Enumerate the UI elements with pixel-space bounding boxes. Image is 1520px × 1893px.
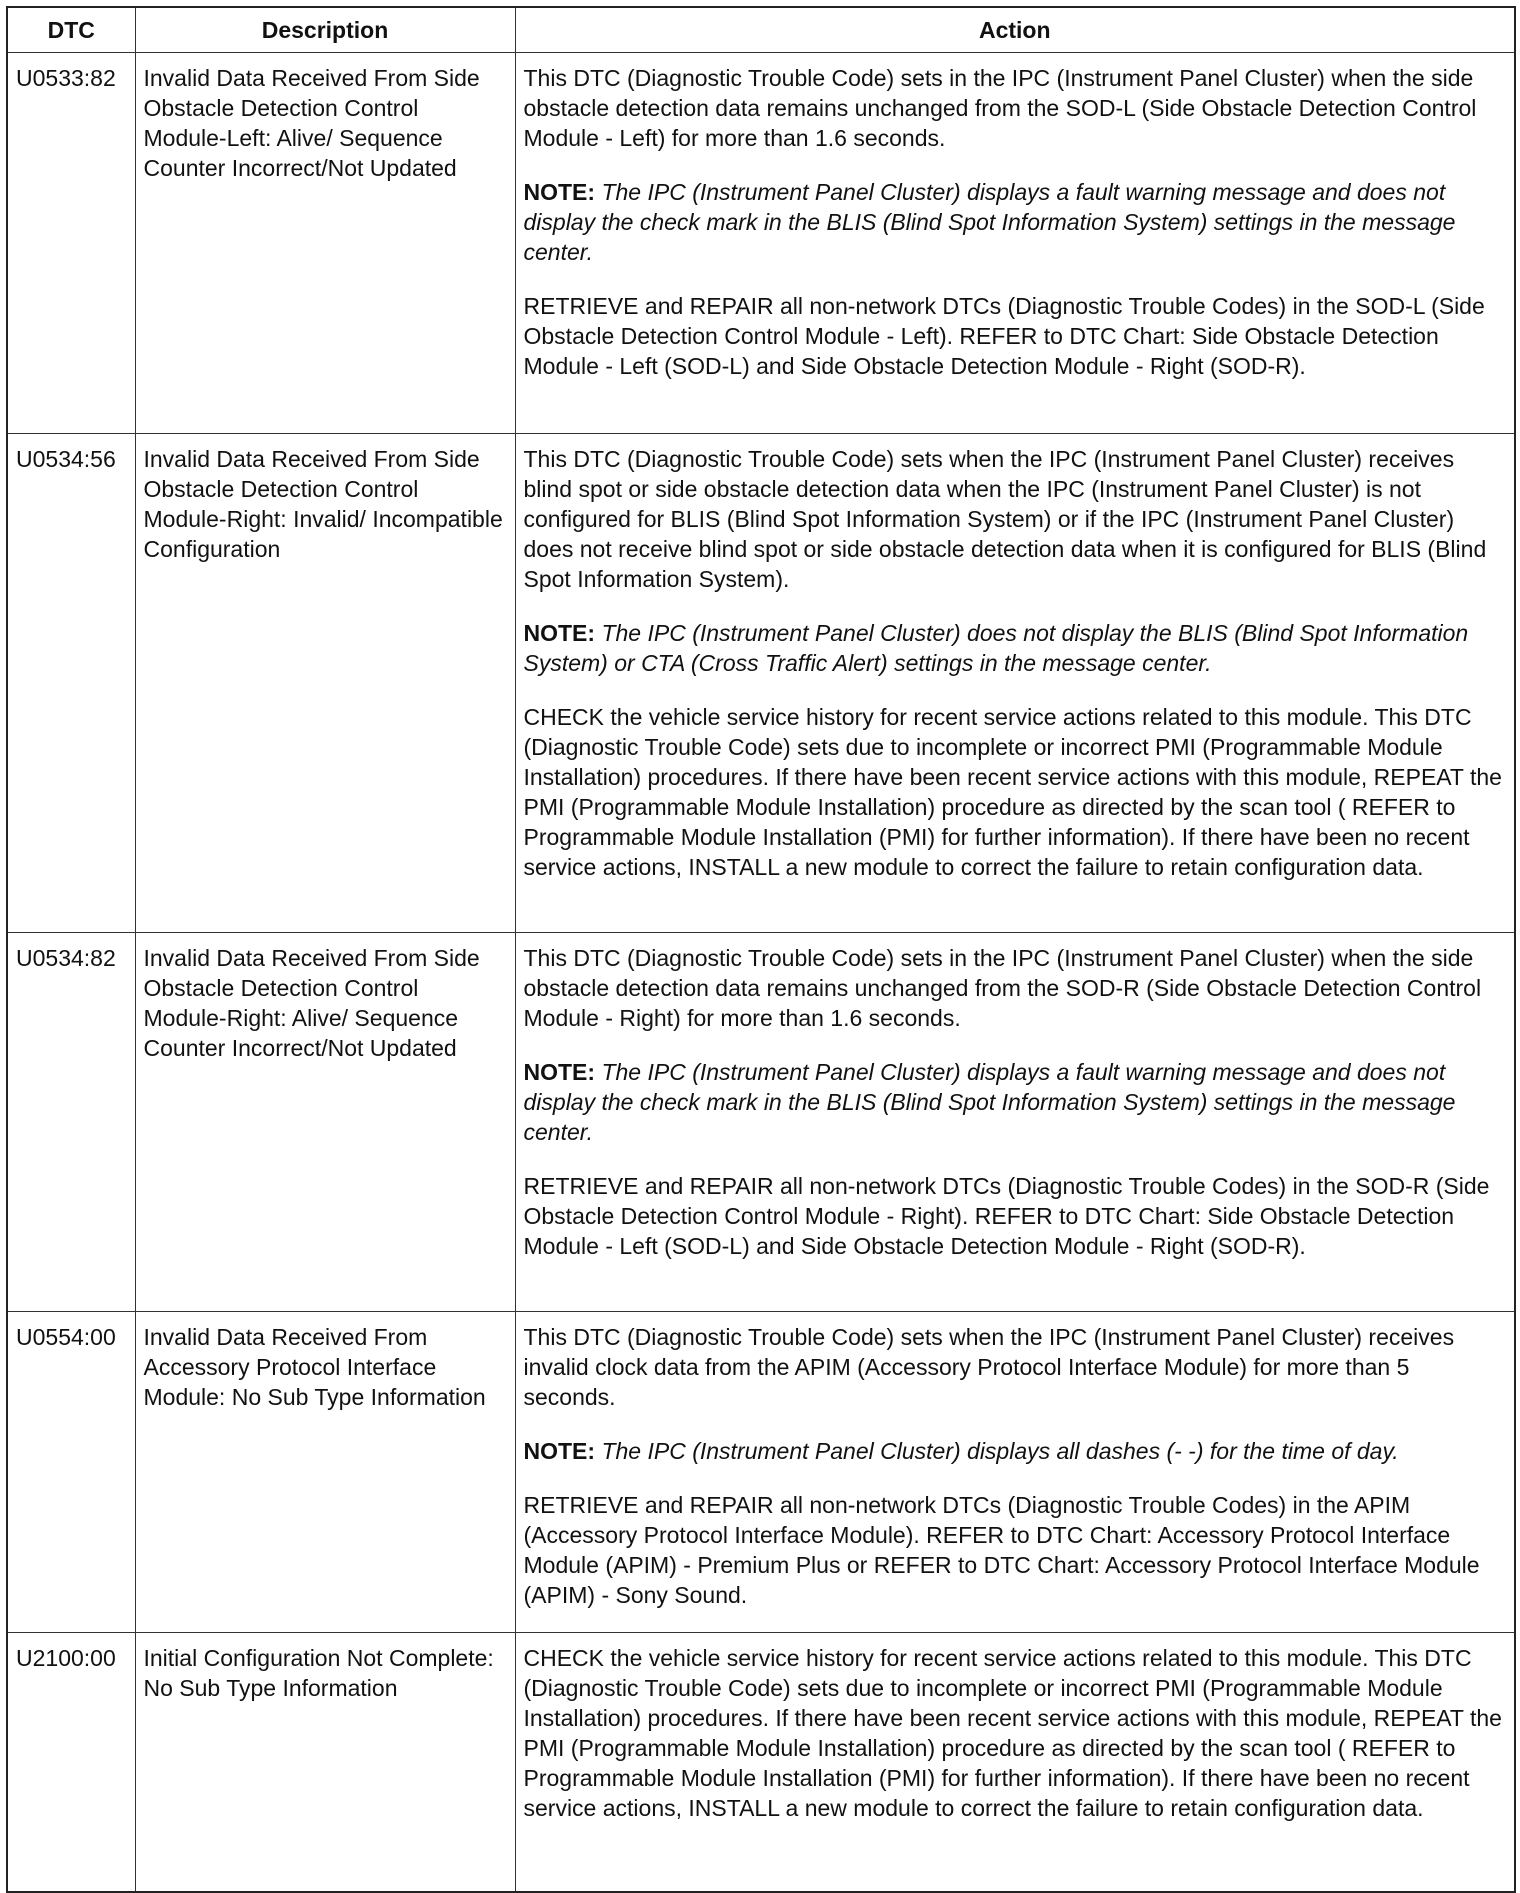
action-note: [524, 177, 1507, 267]
dtc-action: [515, 933, 1515, 1312]
action-paragraph: CHECK the vehicle service history for recent service actions related to this module. This DTC (Diagnostic Trouble Code) sets due to incomplete or incorrect PMI (Programmable Module Installation) procedures. If there have been recent service actions with this module, REPEAT the PMI (Programmable Module Installation) procedure as directed by the scan tool ( REFER to Programmable Module Installation (PMI) for further information). If there have been no recent service actions, INSTALL a new module to correct the failure to retain configuration data.: [523, 1645, 1502, 1821]
dtc-code: U0554:00: [7, 1312, 135, 1633]
dtc-table: [6, 6, 1516, 1893]
note-text: The IPC (Instrument Panel Cluster) displays a fault warning message and does not display the check mark in the BLIS (Blind Spot Information System) settings in the message center.: [523, 1059, 1456, 1145]
note-text: The IPC (Instrument Panel Cluster) does not display the BLIS (Blind Spot Information System) or CTA (Cross Traffic Alert) settings in the message center.: [523, 620, 1469, 676]
dtc-description: Invalid Data Received From Accessory Protocol Interface Module: No Sub Type Information: [135, 1312, 515, 1633]
note-text: The IPC (Instrument Panel Cluster) displays all dashes (- -) for the time of day.: [601, 1438, 1399, 1464]
header-description: Description: [135, 7, 515, 53]
action-paragraph: This DTC (Diagnostic Trouble Code) sets in the IPC (Instrument Panel Cluster) when the side obstacle detection data remains unchanged from the SOD-L (Side Obstacle Detection Control Module - Left) for more than 1.6 seconds.: [523, 65, 1477, 151]
action-paragraph: RETRIEVE and REPAIR all non-network DTCs (Diagnostic Trouble Codes) in the SOD-L (Side Obstacle Detection Control Module - Left). REFER to DTC Chart: Side Obstacle Detection Module - Left (SOD-L) and Side Obstacle Detection Module - Right (SOD-R).: [523, 293, 1485, 379]
dtc-action: [515, 434, 1515, 933]
dtc-description: Invalid Data Received From Side Obstacle Detection Control Module-Left: Alive/ Sequence Counter Incorrect/Not Updated: [135, 53, 515, 434]
note-label: NOTE:: [523, 1059, 596, 1085]
table-row: [7, 434, 1515, 933]
note-label: NOTE:: [523, 1438, 596, 1464]
note-text: The IPC (Instrument Panel Cluster) displays a fault warning message and does not display the check mark in the BLIS (Blind Spot Information System) settings in the message center.: [523, 179, 1456, 265]
header-action: Action: [515, 7, 1515, 53]
action-paragraph: This DTC (Diagnostic Trouble Code) sets when the IPC (Instrument Panel Cluster) receives blind spot or side obstacle detection data when the IPC (Instrument Panel Cluster) is not configured for BLIS (Blind Spot Information System) or if the IPC (Instrument Panel Cluster) does not receive blind spot or side obstacle detection data when it is configured for BLIS (Blind Spot Information System).: [523, 446, 1487, 592]
dtc-description: Initial Configuration Not Complete: No Sub Type Information: [135, 1633, 515, 1893]
action-paragraph: CHECK the vehicle service history for recent service actions related to this module. This DTC (Diagnostic Trouble Code) sets due to incomplete or incorrect PMI (Programmable Module Installation) procedures. If there have been recent service actions with this module, REPEAT the PMI (Programmable Module Installation) procedure as directed by the scan tool ( REFER to Programmable Module Installation (PMI) for further information). If there have been no recent service actions, INSTALL a new module to correct the failure to retain configuration data.: [523, 704, 1502, 880]
table-row: [7, 1312, 1515, 1633]
table-row: [7, 933, 1515, 1312]
dtc-code: U0534:56: [7, 434, 135, 933]
action-paragraph: This DTC (Diagnostic Trouble Code) sets in the IPC (Instrument Panel Cluster) when the side obstacle detection data remains unchanged from the SOD-R (Side Obstacle Detection Control Module - Right) for more than 1.6 seconds.: [523, 945, 1482, 1031]
dtc-code: U2100:00: [7, 1633, 135, 1893]
action-paragraph: RETRIEVE and REPAIR all non-network DTCs (Diagnostic Trouble Codes) in the SOD-R (Side Obstacle Detection Control Module - Right). REFER to DTC Chart: Side Obstacle Detection Module - Left (SOD-L) and Side Obstacle Detection Module - Right (SOD-R).: [523, 1173, 1490, 1259]
dtc-description: Invalid Data Received From Side Obstacle Detection Control Module-Right: Invalid/ Incompatible Configuration: [135, 434, 515, 933]
dtc-action: [515, 1312, 1515, 1633]
dtc-code: U0534:82: [7, 933, 135, 1312]
action-note: [524, 1436, 1507, 1466]
action-note: [524, 1057, 1507, 1147]
dtc-code: U0533:82: [7, 53, 135, 434]
table-row: [7, 53, 1515, 434]
action-paragraph: This DTC (Diagnostic Trouble Code) sets when the IPC (Instrument Panel Cluster) receives invalid clock data from the APIM (Accessory Protocol Interface Module) for more than 5 seconds.: [523, 1324, 1455, 1410]
action-note: [524, 618, 1507, 678]
dtc-action: [515, 1633, 1515, 1893]
header-dtc: DTC: [7, 7, 135, 53]
action-paragraph: RETRIEVE and REPAIR all non-network DTCs (Diagnostic Trouble Codes) in the APIM (Accessory Protocol Interface Module). REFER to DTC Chart: Accessory Protocol Interface Module (APIM) - Premium Plus or REFER to DTC Chart: Accessory Protocol Interface Module (APIM) - Sony Sound.: [523, 1492, 1480, 1608]
dtc-action: [515, 53, 1515, 434]
note-label: NOTE:: [523, 179, 596, 205]
note-label: NOTE:: [523, 620, 596, 646]
table-row: [7, 1633, 1515, 1893]
dtc-description: Invalid Data Received From Side Obstacle Detection Control Module-Right: Alive/ Sequence Counter Incorrect/Not Updated: [135, 933, 515, 1312]
header-row: [7, 7, 1515, 53]
